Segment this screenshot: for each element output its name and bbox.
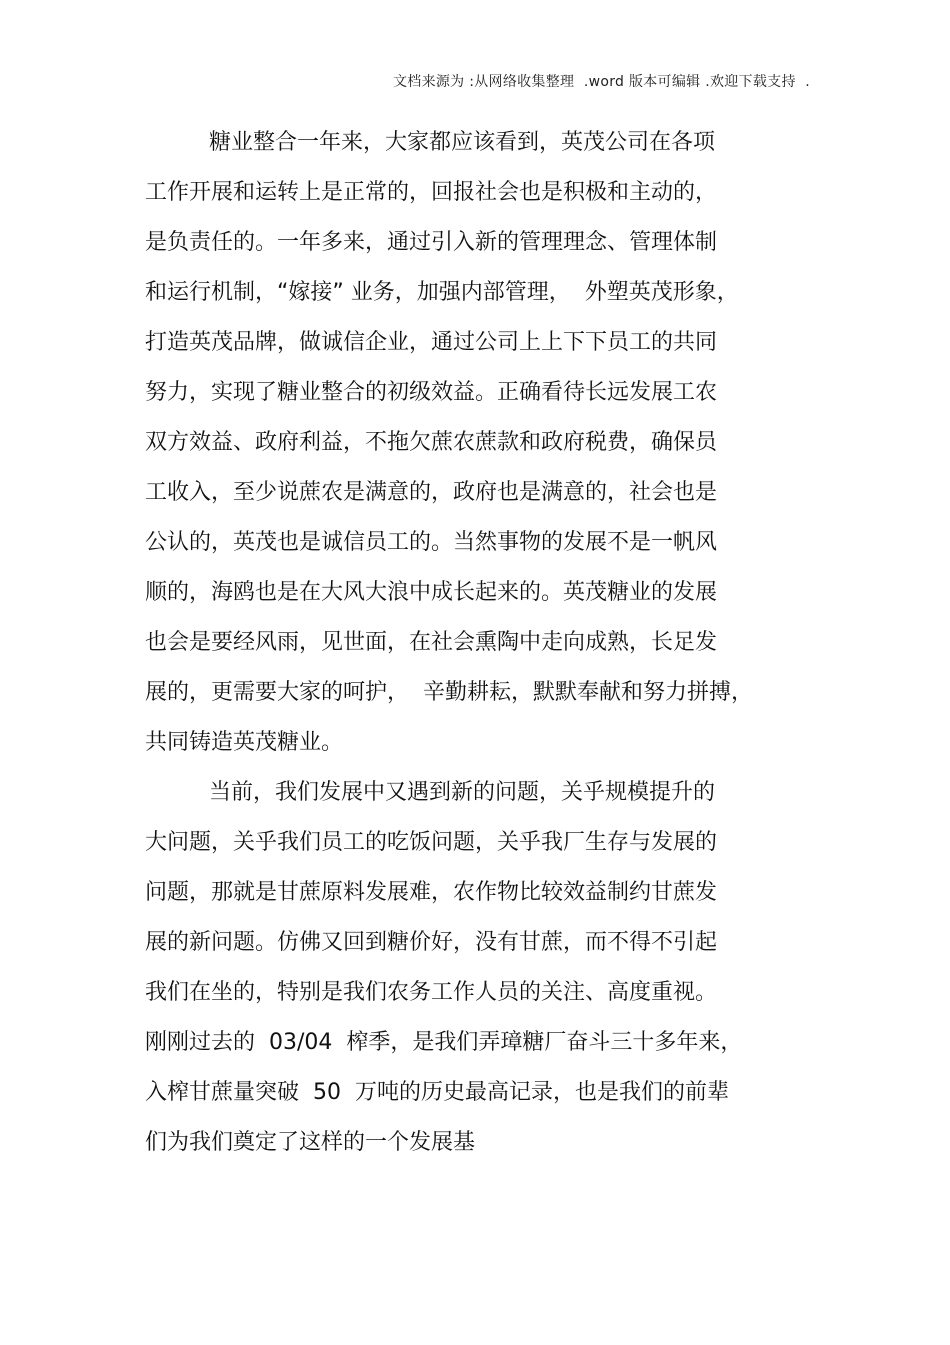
paragraph-1-line-10: 顺的，海鸥也是在大风大浪中成长起来的。英茂糖业的发展 — [145, 580, 718, 605]
paragraph-2-line-8: 们为我们奠定了这样的一个发展基 — [145, 1130, 476, 1155]
paragraph-1-line-1: 糖业整合一年来，大家都应该看到，英茂公司在各项 — [209, 130, 716, 155]
paragraph-1-line-13: 共同铸造英茂糖业。 — [145, 730, 344, 755]
page-header: 文档来源为 :从网络收集整理 .word 版本可编辑 .欢迎下载支持 . — [392, 74, 810, 90]
paragraph-1-line-2: 工作开展和运转上是正常的，回报社会也是积极和主动的， — [145, 180, 718, 205]
paragraph-2-line-7: 入榨甘蔗量突破 50 万吨的历史最高记录，也是我们的前辈 — [145, 1080, 729, 1105]
paragraph-1-line-4: 和运行机制，“嫁接” 业务，加强内部管理， 外塑英茂形象， — [145, 280, 739, 305]
paragraph-2-line-6: 刚刚过去的 03/04 榨季，是我们弄璋糖厂奋斗三十多年来， — [145, 1030, 743, 1055]
paragraph-1-line-12: 展的，更需要大家的呵护， 辛勤耕耘，默默奉献和努力拼搏， — [145, 680, 753, 705]
paragraph-1-line-9: 公认的，英茂也是诚信员工的。当然事物的发展不是一帆风 — [145, 530, 718, 555]
paragraph-2-line-3: 问题，那就是甘蔗原料发展难，农作物比较效益制约甘蔗发 — [145, 880, 718, 905]
paragraph-1-line-11: 也会是要经风雨，见世面，在社会熏陶中走向成熟，长足发 — [145, 630, 718, 655]
paragraph-2-line-1: 当前，我们发展中又遇到新的问题，关乎规模提升的 — [209, 780, 716, 805]
paragraph-1-line-7: 双方效益、政府利益，不拖欠蔗农蔗款和政府税费，确保员 — [145, 430, 718, 455]
paragraph-2-line-5: 我们在坐的，特别是我们农务工作人员的关注、高度重视。 — [145, 980, 718, 1005]
paragraph-1-line-5: 打造英茂品牌，做诚信企业，通过公司上上下下员工的共同 — [145, 330, 718, 355]
document-body — [145, 122, 785, 1172]
paragraph-2-line-4: 展的新问题。仿佛又回到糖价好，没有甘蔗，而不得不引起 — [145, 930, 718, 955]
paragraph-1-line-8: 工收入，至少说蔗农是满意的，政府也是满意的，社会也是 — [145, 480, 718, 505]
paragraph-1-line-6: 努力，实现了糖业整合的初级效益。正确看待长远发展工农 — [145, 380, 718, 405]
paragraph-1-line-3: 是负责任的。一年多来，通过引入新的管理理念、管理体制 — [145, 230, 718, 255]
paragraph-2-line-2: 大问题，关乎我们员工的吃饭问题，关乎我厂生存与发展的 — [145, 830, 718, 855]
